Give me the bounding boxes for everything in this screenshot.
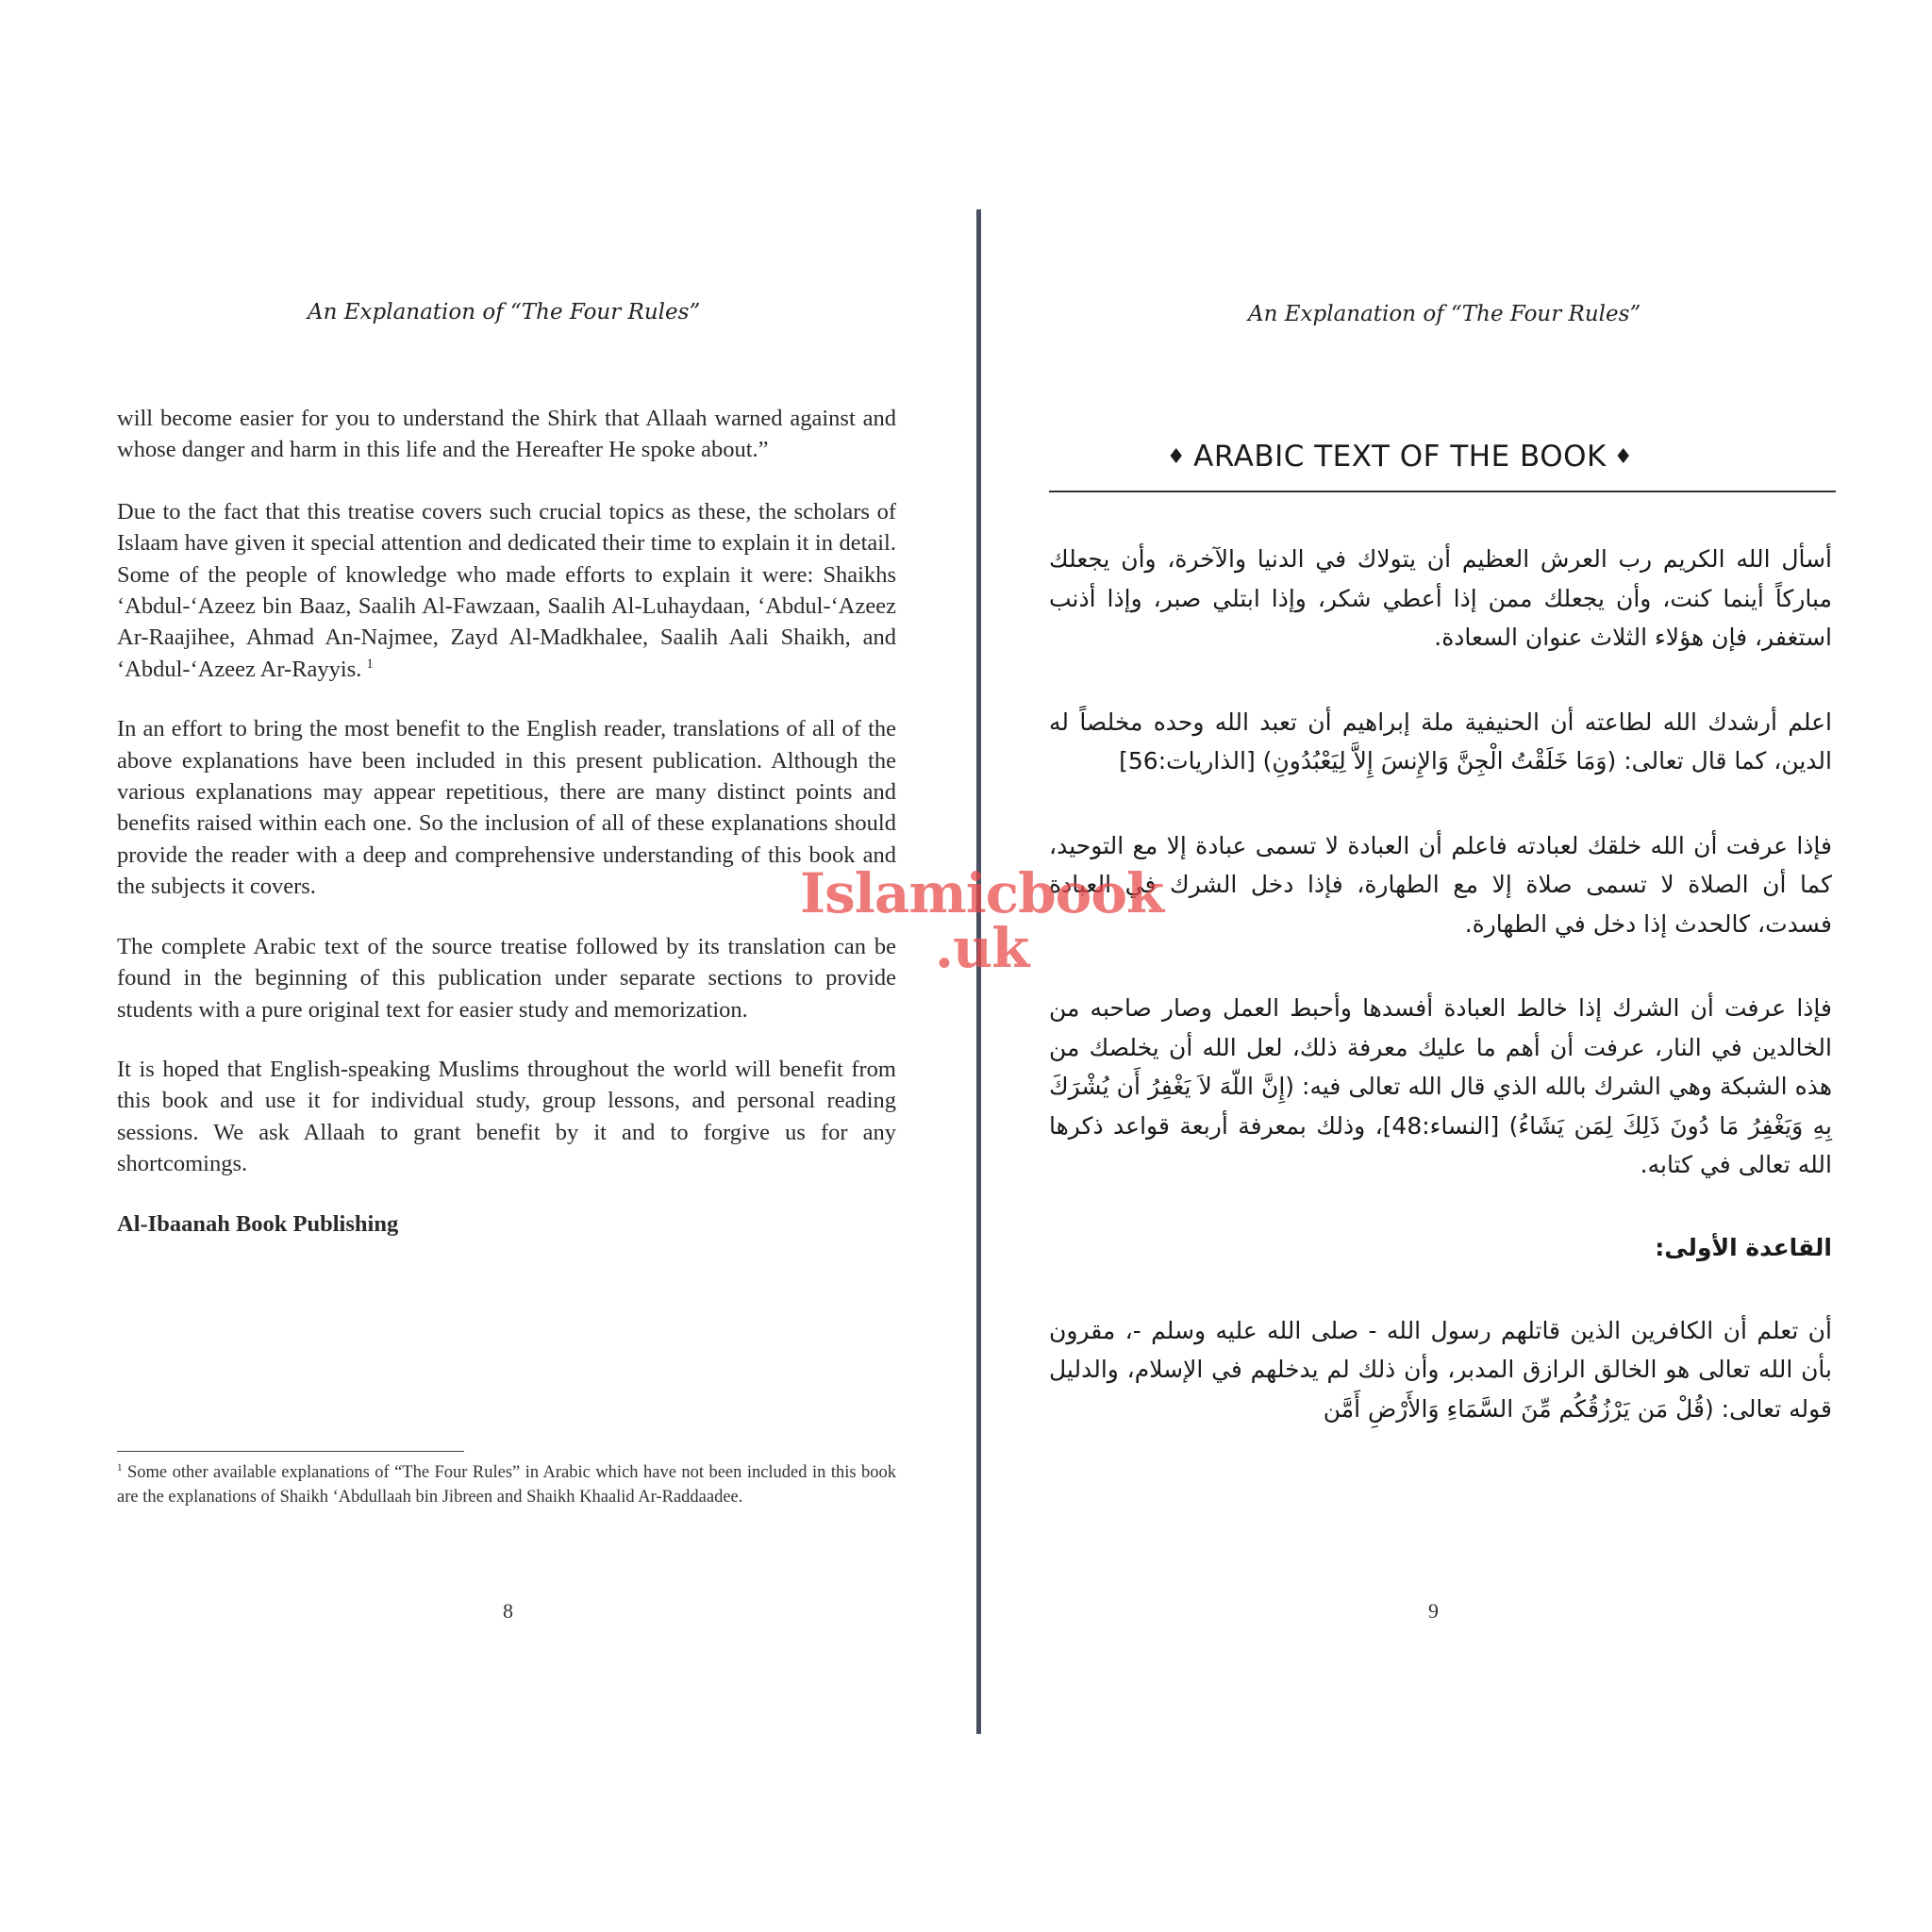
watermark-line-2: .uk	[934, 916, 1029, 980]
section-title-text: ARABIC TEXT OF THE BOOK	[1193, 440, 1607, 474]
diamond-ornament-right: ♦	[1613, 445, 1634, 469]
arabic-paragraph-2: اعلم أرشدك الله لطاعته أن الحنيفية ملة إبراهيم أن تعبد الله وحده مخلصاً له الدين، كما قال تعالى: (وَمَا خَلَقْتُ الْجِنَّ وَالإِنسَ إِلاَّ لِيَعْبُدُونِ) [الذاريات:56]	[1049, 708, 1832, 774]
arabic-paragraph-5: أن تعلم أن الكافرين الذين قاتلهم رسول الله - صلى الله عليه وسلم -، مقرون بأن الله تعالى هو الخالق الرازق المدبر، وأن ذلك لم يدخلهم في الإسلام، والدليل قوله تعالى: (قُلْ مَن يَرْزُقُكُم مِّنَ السَّمَاءِ وَالأَرْضِ أَمَّن	[1049, 1316, 1832, 1423]
arabic-paragraph-3: فإذا عرفت أن الله خلقك لعبادته فاعلم أن العبادة لا تسمى عبادة إلا مع التوحيد، كما أن الصلاة لا تسمى صلاة إلا مع الطهارة، فإذا دخل الشرك في العبادة فسدت، كالحدث إذا دخل في الطهارة.	[1049, 831, 1832, 938]
footnote	[117, 1460, 896, 1509]
arabic-paragraph-4: فإذا عرفت أن الشرك إذا خالط العبادة أفسدها وأحبط العمل وصار صاحبه من الخالدين في النار، عرفت أن أهم ما عليك معرفة ذلك، لعل الله أن يخلصك من هذه الشبكة وهي الشرك بالله الذي قال الله تعالى فيه: (إِنَّ اللّهَ لاَ يَغْفِرُ أَن يُشْرَكَ بِهِ وَيَغْفِرُ مَا دُونَ ذَلِكَ لِمَن يَشَاءُ) [النساء:48]، وذلك بمعرفة أربعة قواعد ذكرها الله تعالى في كتابه.	[1049, 994, 1832, 1178]
left-body-text	[117, 403, 896, 1268]
footnote-reference: 1	[366, 656, 374, 672]
footnote-number: 1	[117, 1461, 123, 1474]
footnote-text: Some other available explanations of “The Four Rules” in Arabic which have not been included in this book are the explanations of Shaikh ‘Abdullaah bin Jibreen and Shaikh Khaalid Ar-Raddaadee.	[117, 1463, 896, 1507]
arabic-body-text	[1049, 540, 1832, 1474]
left-running-head: An Explanation of “The Four Rules”	[308, 300, 701, 325]
left-paragraph-1: will become easier for you to understand the Shirk that Allaah warned against and whose danger and harm in this life and the Hereafter He spoke about.”	[117, 406, 896, 463]
right-page-number: 9	[1428, 1599, 1439, 1623]
right-running-head: An Explanation of “The Four Rules”	[1248, 302, 1641, 326]
arabic-paragraph-1: أسأل الله الكريم رب العرش العظيم أن يتولاك في الدنيا والآخرة، وأن يجعلك مباركاً أينما كنت، وأن يجعلك ممن إذا أعطي شكر، وإذا ابتلي صبر، وإذا أذنب استغفر، فإن هؤلاء الثلاث عنوان السعادة.	[1049, 545, 1832, 651]
diamond-ornament-left: ♦	[1166, 445, 1187, 469]
section-title-rule	[1049, 491, 1836, 492]
section-title	[981, 440, 1819, 474]
left-paragraph-3: In an effort to bring the most benefit to the English reader, translations of all of the above explanations have been included in this present publication. Although the various explanations may appear repetitious, there are many distinct points and benefits raised within each one. So the inclusion of all of these explanations should provide the reader with a deep and comprehensive understanding of this book and the subjects it covers.	[117, 716, 896, 900]
left-paragraph-4: The complete Arabic text of the source treatise followed by its translation can be found in the beginning of this publication under separate sections to provide students with a pure original text for easier study and memorization.	[117, 933, 896, 1023]
left-paragraph-5: It is hoped that English-speaking Muslims throughout the world will benefit from this book and use it for individual study, group lessons, and personal reading sessions. We ask Allaah to grant benefit by it and to forgive us for any shortcomings.	[117, 1056, 896, 1177]
watermark-line-1: Islamicbook	[800, 861, 1164, 925]
left-page-number: 8	[503, 1599, 513, 1623]
arabic-rule-heading: القاعدة الأولى:	[1655, 1233, 1832, 1261]
site-watermark	[800, 861, 1164, 980]
footnote-divider	[117, 1451, 464, 1452]
publisher-signature: Al-Ibaanah Book Publishing	[117, 1210, 399, 1237]
left-paragraph-2	[117, 496, 896, 685]
left-paragraph-2-text: Due to the fact that this treatise covers such crucial topics as these, the scholars of Islaam have given it special attention and dedicated their time to explain it in detail. Some of the people of knowledge who made efforts to explain it were: Shaikhs ‘Abdul-‘Azeez bin Baaz, Saalih Al-Fawzaan, Saalih Al-Luhaydaan, ‘Abdul-‘Azeez Ar-Raajihee, Ahmad An-Najmee, Zayd Al-Madkhalee, Saalih Aali Shaikh, and ‘Abdul-‘Azeez Ar-Rayyis.	[117, 498, 896, 682]
